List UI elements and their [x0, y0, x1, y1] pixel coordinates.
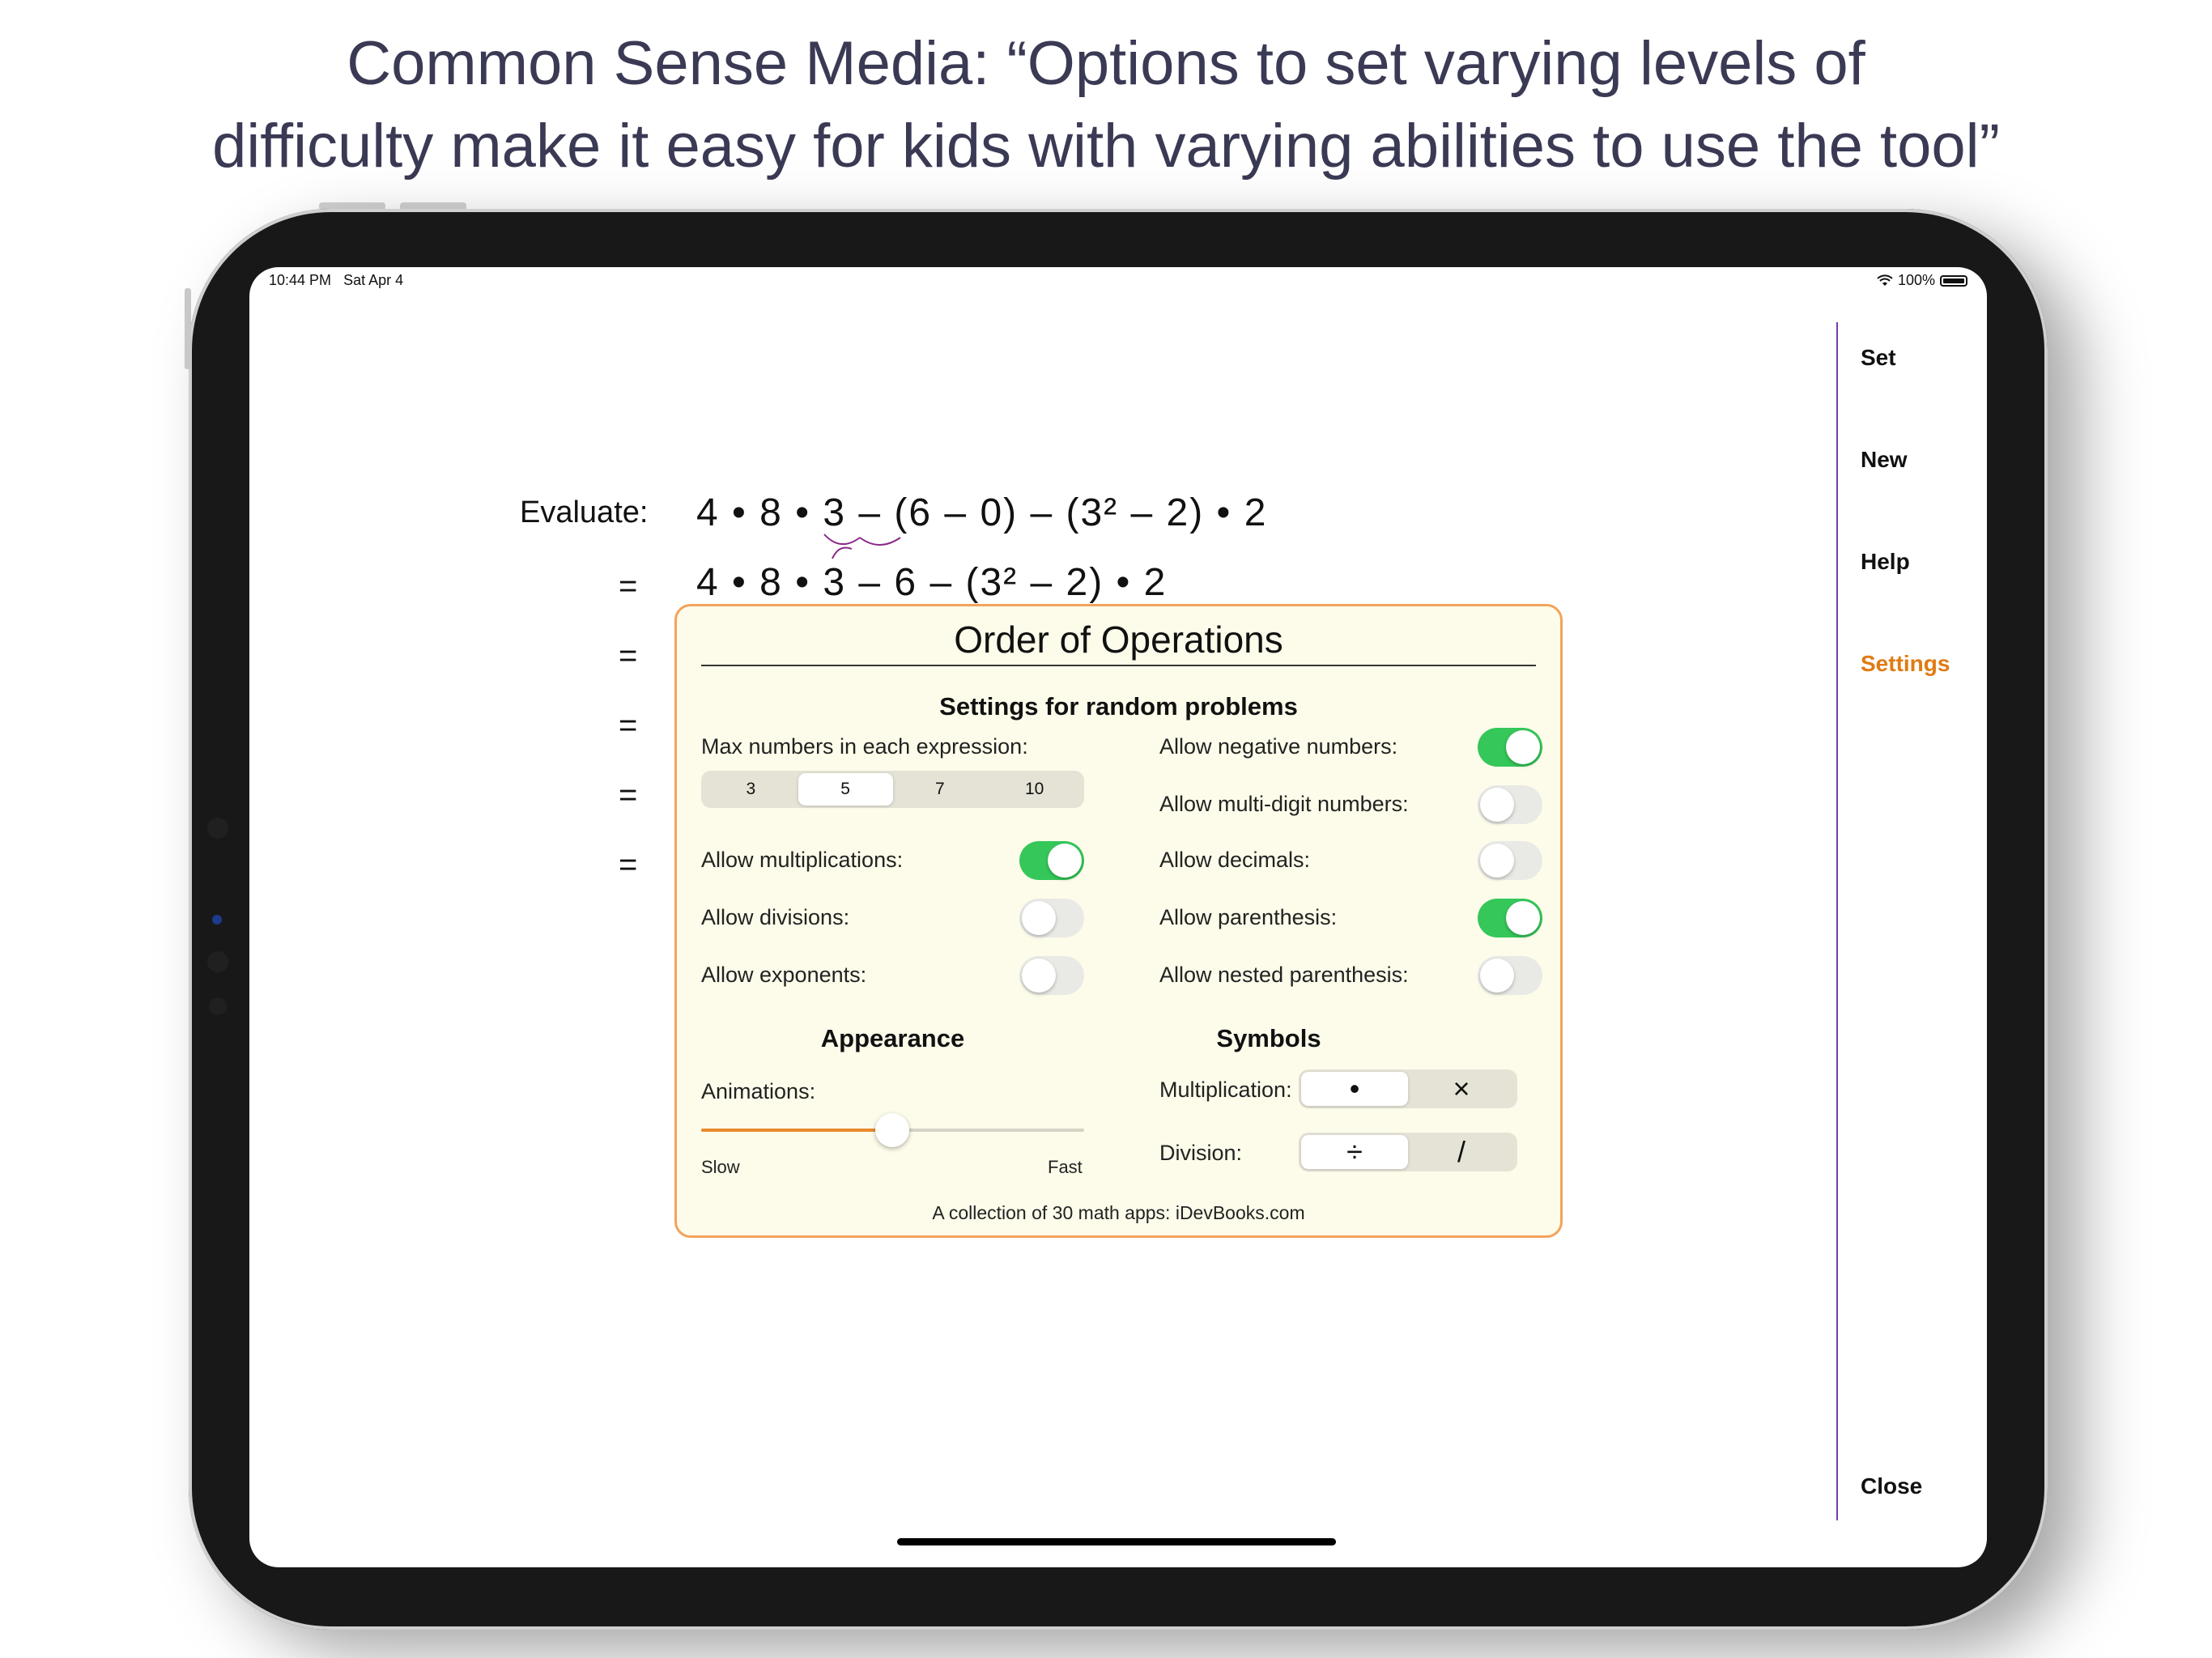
- camera-icon: [207, 818, 228, 839]
- expression-original: 4 • 8 • 3 – (6 – 0) – (3² – 2) • 2: [696, 491, 1268, 534]
- sidebar-divider: [1836, 322, 1838, 1520]
- equals-sign: =: [619, 708, 638, 743]
- status-time-date: [269, 272, 403, 289]
- symbols-heading: Symbols: [1216, 1024, 1321, 1052]
- max-numbers-option-7[interactable]: 7: [935, 780, 945, 798]
- allow-nested-parenthesis-toggle[interactable]: [1478, 956, 1542, 995]
- allow-parenthesis-label: Allow parenthesis:: [1159, 905, 1338, 929]
- equals-sign: =: [619, 777, 638, 813]
- panel-footer-link[interactable]: A collection of 30 math apps: iDevBooks.com: [932, 1202, 1305, 1223]
- allow-negative-toggle[interactable]: [1478, 728, 1542, 767]
- animations-slider-fill: [701, 1129, 892, 1132]
- ipad-side-button: [185, 288, 191, 369]
- wifi-icon: [1877, 274, 1893, 287]
- allow-parenthesis-toggle[interactable]: [1478, 899, 1542, 937]
- headline-line-1: Common Sense Media: “Options to set varying levels of: [347, 29, 1865, 98]
- equals-sign: =: [619, 638, 638, 674]
- allow-multiplications-toggle[interactable]: [1019, 841, 1084, 880]
- panel-title-rule: [701, 665, 1536, 666]
- panel-title: Order of Operations: [954, 619, 1283, 661]
- sidebar-item-set[interactable]: Set: [1861, 345, 1896, 370]
- multiplication-cross-option[interactable]: ×: [1453, 1072, 1470, 1105]
- multiplication-dot-option[interactable]: •: [1301, 1072, 1408, 1106]
- allow-exponents-toggle[interactable]: [1019, 956, 1084, 995]
- animations-slider-thumb[interactable]: [875, 1113, 909, 1147]
- appearance-heading: Appearance: [820, 1024, 965, 1052]
- division-obelus-option[interactable]: ÷: [1301, 1135, 1408, 1169]
- slider-slow-label: Slow: [701, 1157, 740, 1177]
- sensor-icon: [207, 951, 228, 972]
- headline-line-2: difficulty make it easy for kids with varying abilities to use the tool”: [212, 112, 2000, 181]
- sidebar-item-help[interactable]: Help: [1861, 549, 1910, 574]
- max-numbers-segmented: [701, 771, 1084, 808]
- evaluate-label: Evaluate:: [520, 495, 649, 529]
- division-symbol-segmented: [1299, 1133, 1517, 1171]
- equals-sign: =: [619, 568, 638, 604]
- allow-decimals-toggle[interactable]: [1478, 841, 1542, 880]
- headline: [0, 23, 2212, 188]
- expression-step-1: 4 • 8 • 3 – 6 – (3² – 2) • 2: [696, 561, 1168, 604]
- animations-label: Animations:: [701, 1079, 816, 1103]
- allow-negative-label: Allow negative numbers:: [1159, 734, 1398, 759]
- max-numbers-option-5[interactable]: 5: [798, 773, 893, 806]
- allow-multidigit-toggle[interactable]: [1478, 785, 1542, 824]
- equals-sign: =: [619, 847, 638, 882]
- slider-fast-label: Fast: [1048, 1157, 1083, 1177]
- ipad-screen: [249, 267, 1987, 1567]
- status-time: 10:44 PM: [269, 272, 332, 288]
- sidebar-item-close[interactable]: Close: [1861, 1473, 1923, 1499]
- allow-nested-parenthesis-label: Allow nested parenthesis:: [1159, 963, 1409, 987]
- camera-indicator-icon: [212, 915, 222, 925]
- allow-exponents-label: Allow exponents:: [701, 963, 867, 987]
- multiplication-symbol-segmented: [1299, 1069, 1517, 1108]
- battery-percent: 100%: [1897, 272, 1935, 288]
- allow-multiplications-label: Allow multiplications:: [701, 848, 904, 872]
- allow-divisions-label: Allow divisions:: [701, 905, 850, 929]
- allow-divisions-toggle[interactable]: [1019, 899, 1084, 937]
- sidebar-item-new[interactable]: New: [1861, 447, 1908, 472]
- max-numbers-option-10[interactable]: 10: [1024, 780, 1044, 798]
- settings-panel: [674, 604, 1563, 1238]
- sidebar-item-settings[interactable]: Settings: [1861, 651, 1950, 676]
- allow-multidigit-label: Allow multi-digit numbers:: [1159, 792, 1409, 816]
- allow-decimals-label: Allow decimals:: [1159, 848, 1311, 872]
- sensor-icon: [209, 997, 227, 1015]
- home-indicator[interactable]: [897, 1538, 1336, 1545]
- max-numbers-option-3[interactable]: 3: [746, 780, 756, 798]
- section-random-heading: Settings for random problems: [939, 692, 1298, 721]
- max-numbers-label: Max numbers in each expression:: [701, 734, 1028, 759]
- division-symbol-label: Division:: [1159, 1141, 1243, 1165]
- status-right: [1877, 272, 1967, 289]
- division-slash-option[interactable]: /: [1457, 1135, 1465, 1168]
- status-date: Sat Apr 4: [343, 272, 404, 288]
- multiplication-symbol-label: Multiplication:: [1159, 1078, 1292, 1102]
- battery-icon: [1940, 275, 1967, 287]
